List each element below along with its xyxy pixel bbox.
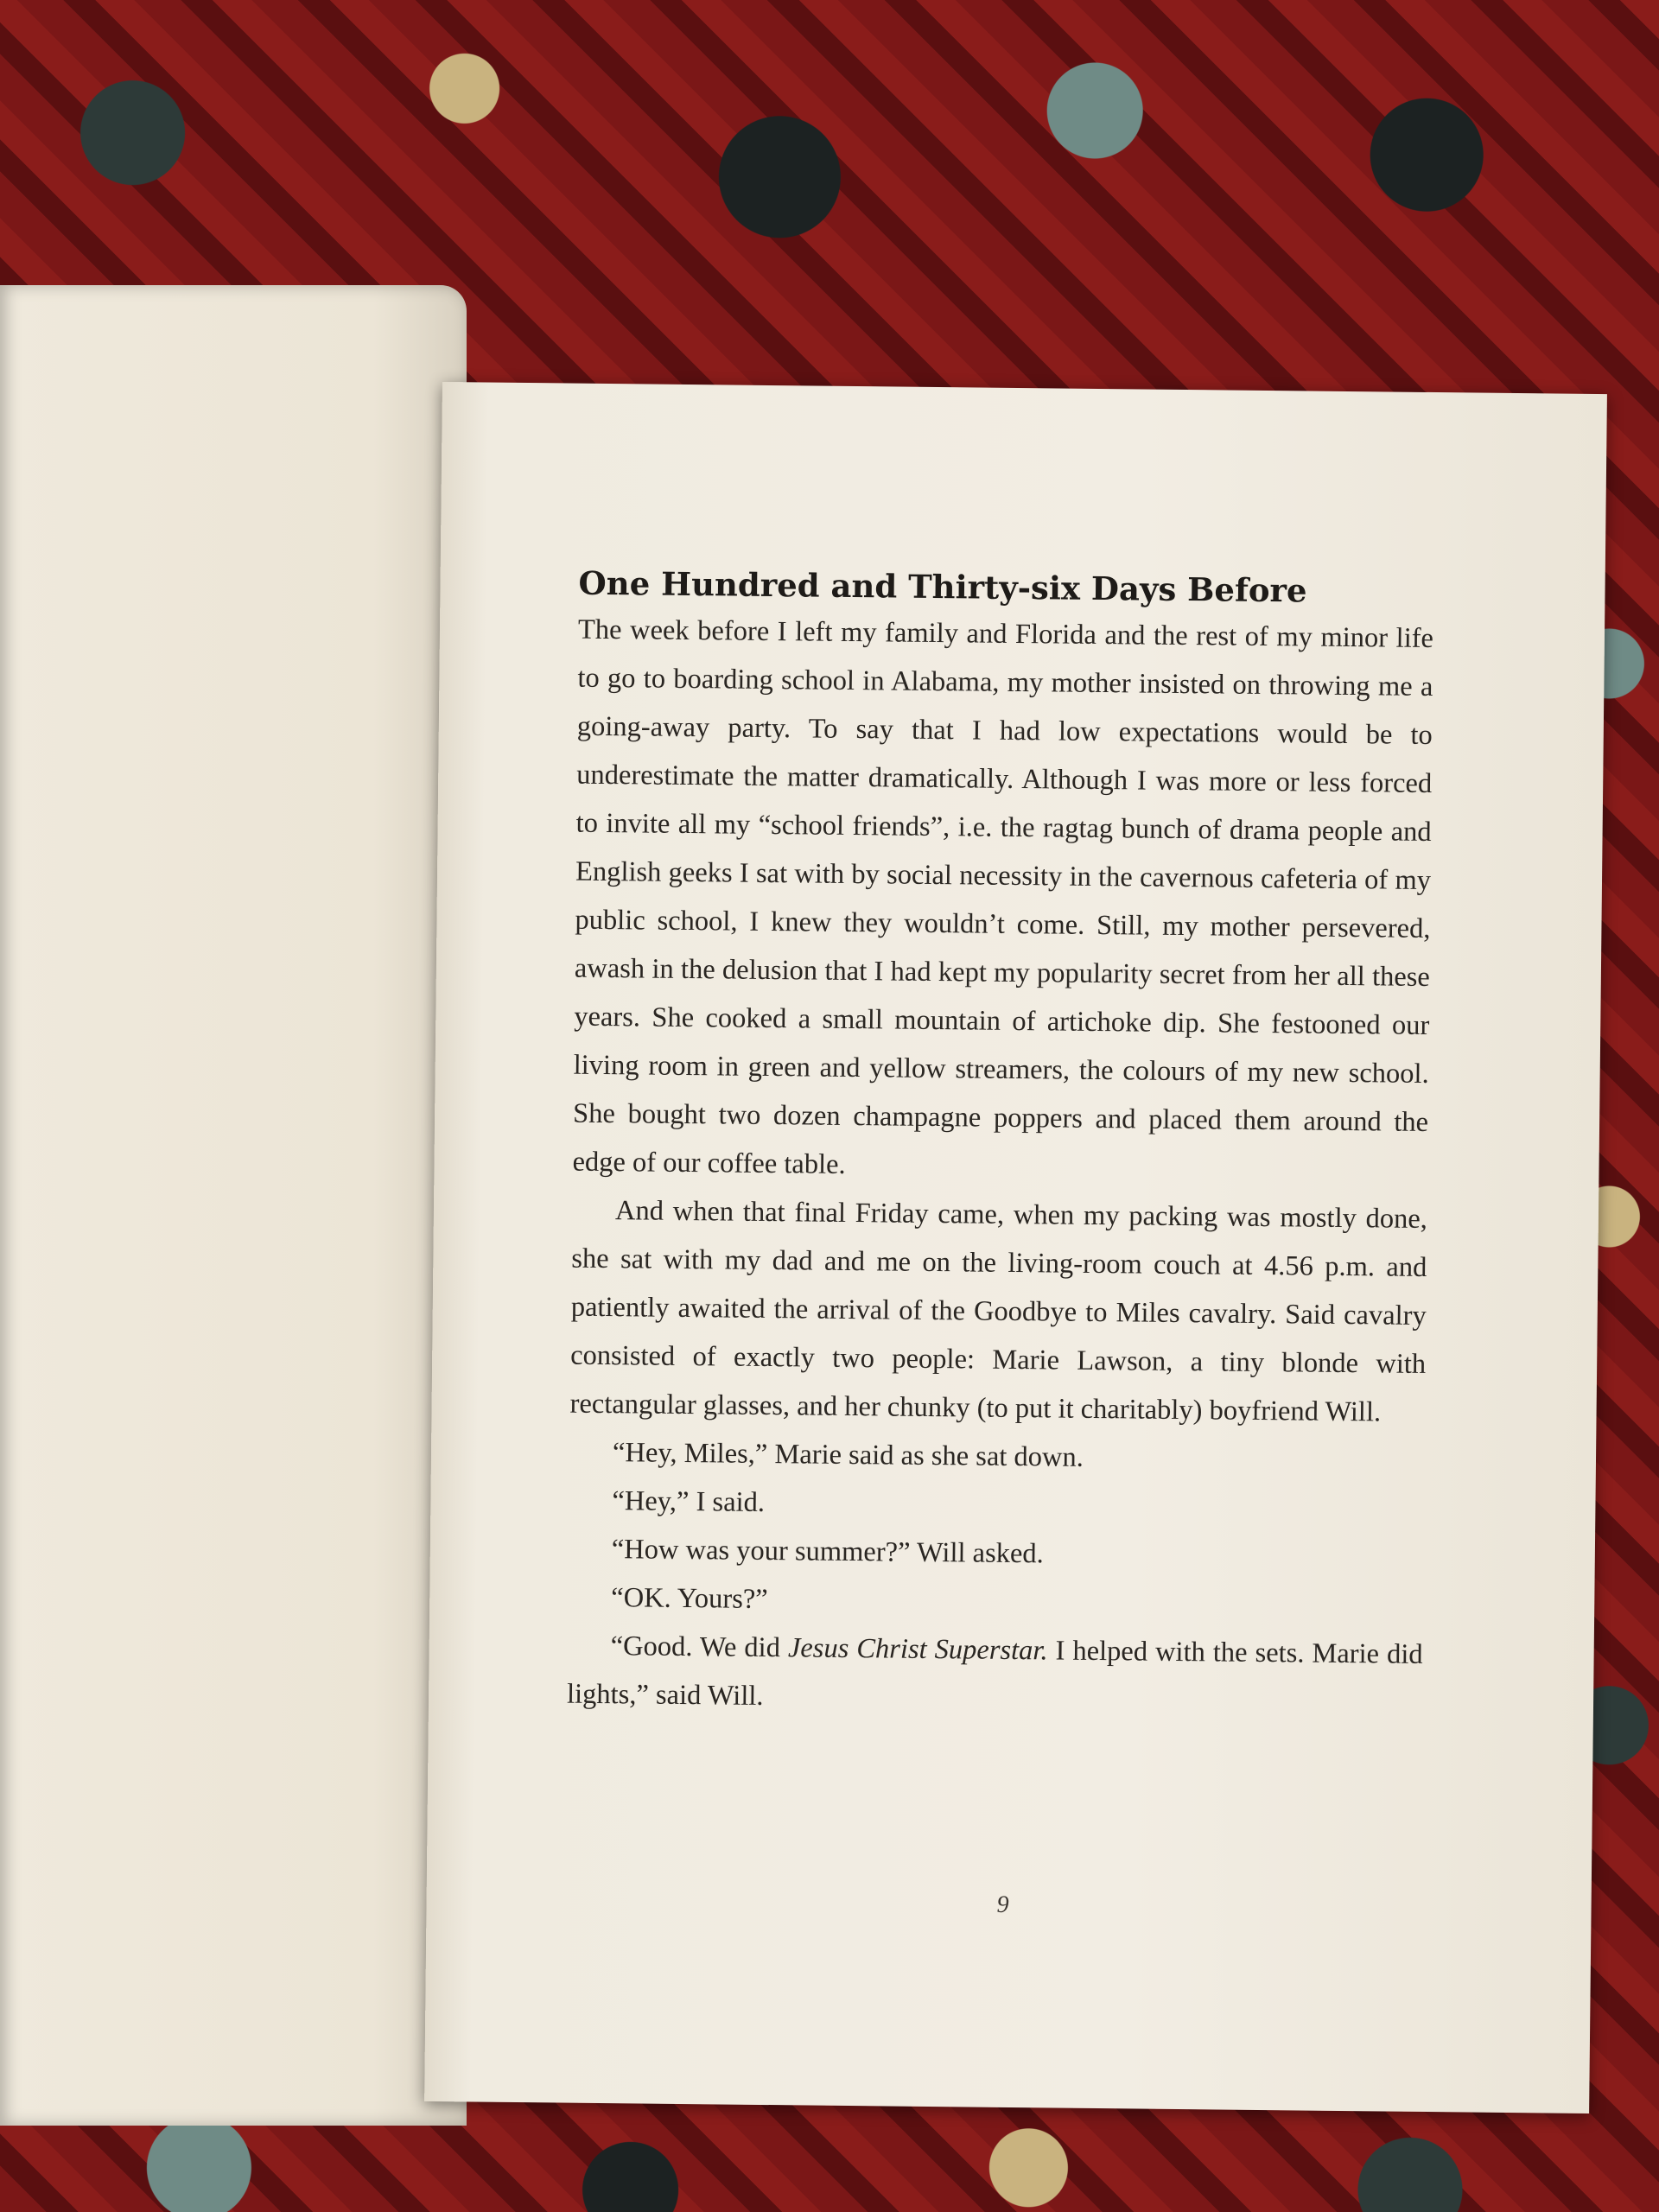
musical-title: Jesus Christ Superstar. [787,1632,1048,1667]
dialogue-line: “OK. Yours?” [611,1582,768,1616]
dialogue-line: “How was your summer?” Will asked. [611,1534,1044,1570]
dialogue-line: “Hey,” I said. [612,1485,766,1518]
chapter-title: One Hundred and Thirty-six Days Before [578,563,1307,610]
dialogue-line: “Hey, Miles,” Marie said as she sat down. [612,1437,1084,1473]
page-text [567,561,1434,1727]
dialogue-line-last [567,1622,1423,1727]
paragraph-2: And when that final Friday came, when my packing was mostly done, she sat with my dad and me on the living-room couch at 4.56 p.m. and patiently awaited the arrival of the Goodbye to Miles cavalry. Said cavalry consisted of exactly two people: Marie Lawson, a tiny blonde with rectangular glasses, and her chunky (to put it charitably) boyfriend Will. [569,1195,1428,1428]
page-number: 9 [996,1891,1009,1918]
paragraph-1: The week before I left my family and Florida and the rest of my minor life to go to boarding school in Alabama, my mother insisted on throwing me a going-away party. To say that I had low expectations would be to underestimate the matter dramatically. Although I was more or less forced to invite all my “school friends”, i.e. the ragtag bunch of drama people and English geeks I sat with by social necessity in the cavernous cafeteria of my public school, I knew they wouldn’t come. Still, my mother persevered, awash in the delusion that I had kept my popularity secret from her all these years. She cooked a small mountain of artichoke dip. She festooned our living room in green and yellow streamers, the colours of my new school. She bought two dozen champagne poppers and placed them around the edge of our coffee table. [572,613,1434,1180]
dialogue-text: I helped with the sets. Marie did lights,” said Will. [566,1635,1423,1712]
left-page [0,285,467,2126]
dialogue-text: “Good. We did [610,1630,789,1664]
right-page [424,382,1607,2113]
